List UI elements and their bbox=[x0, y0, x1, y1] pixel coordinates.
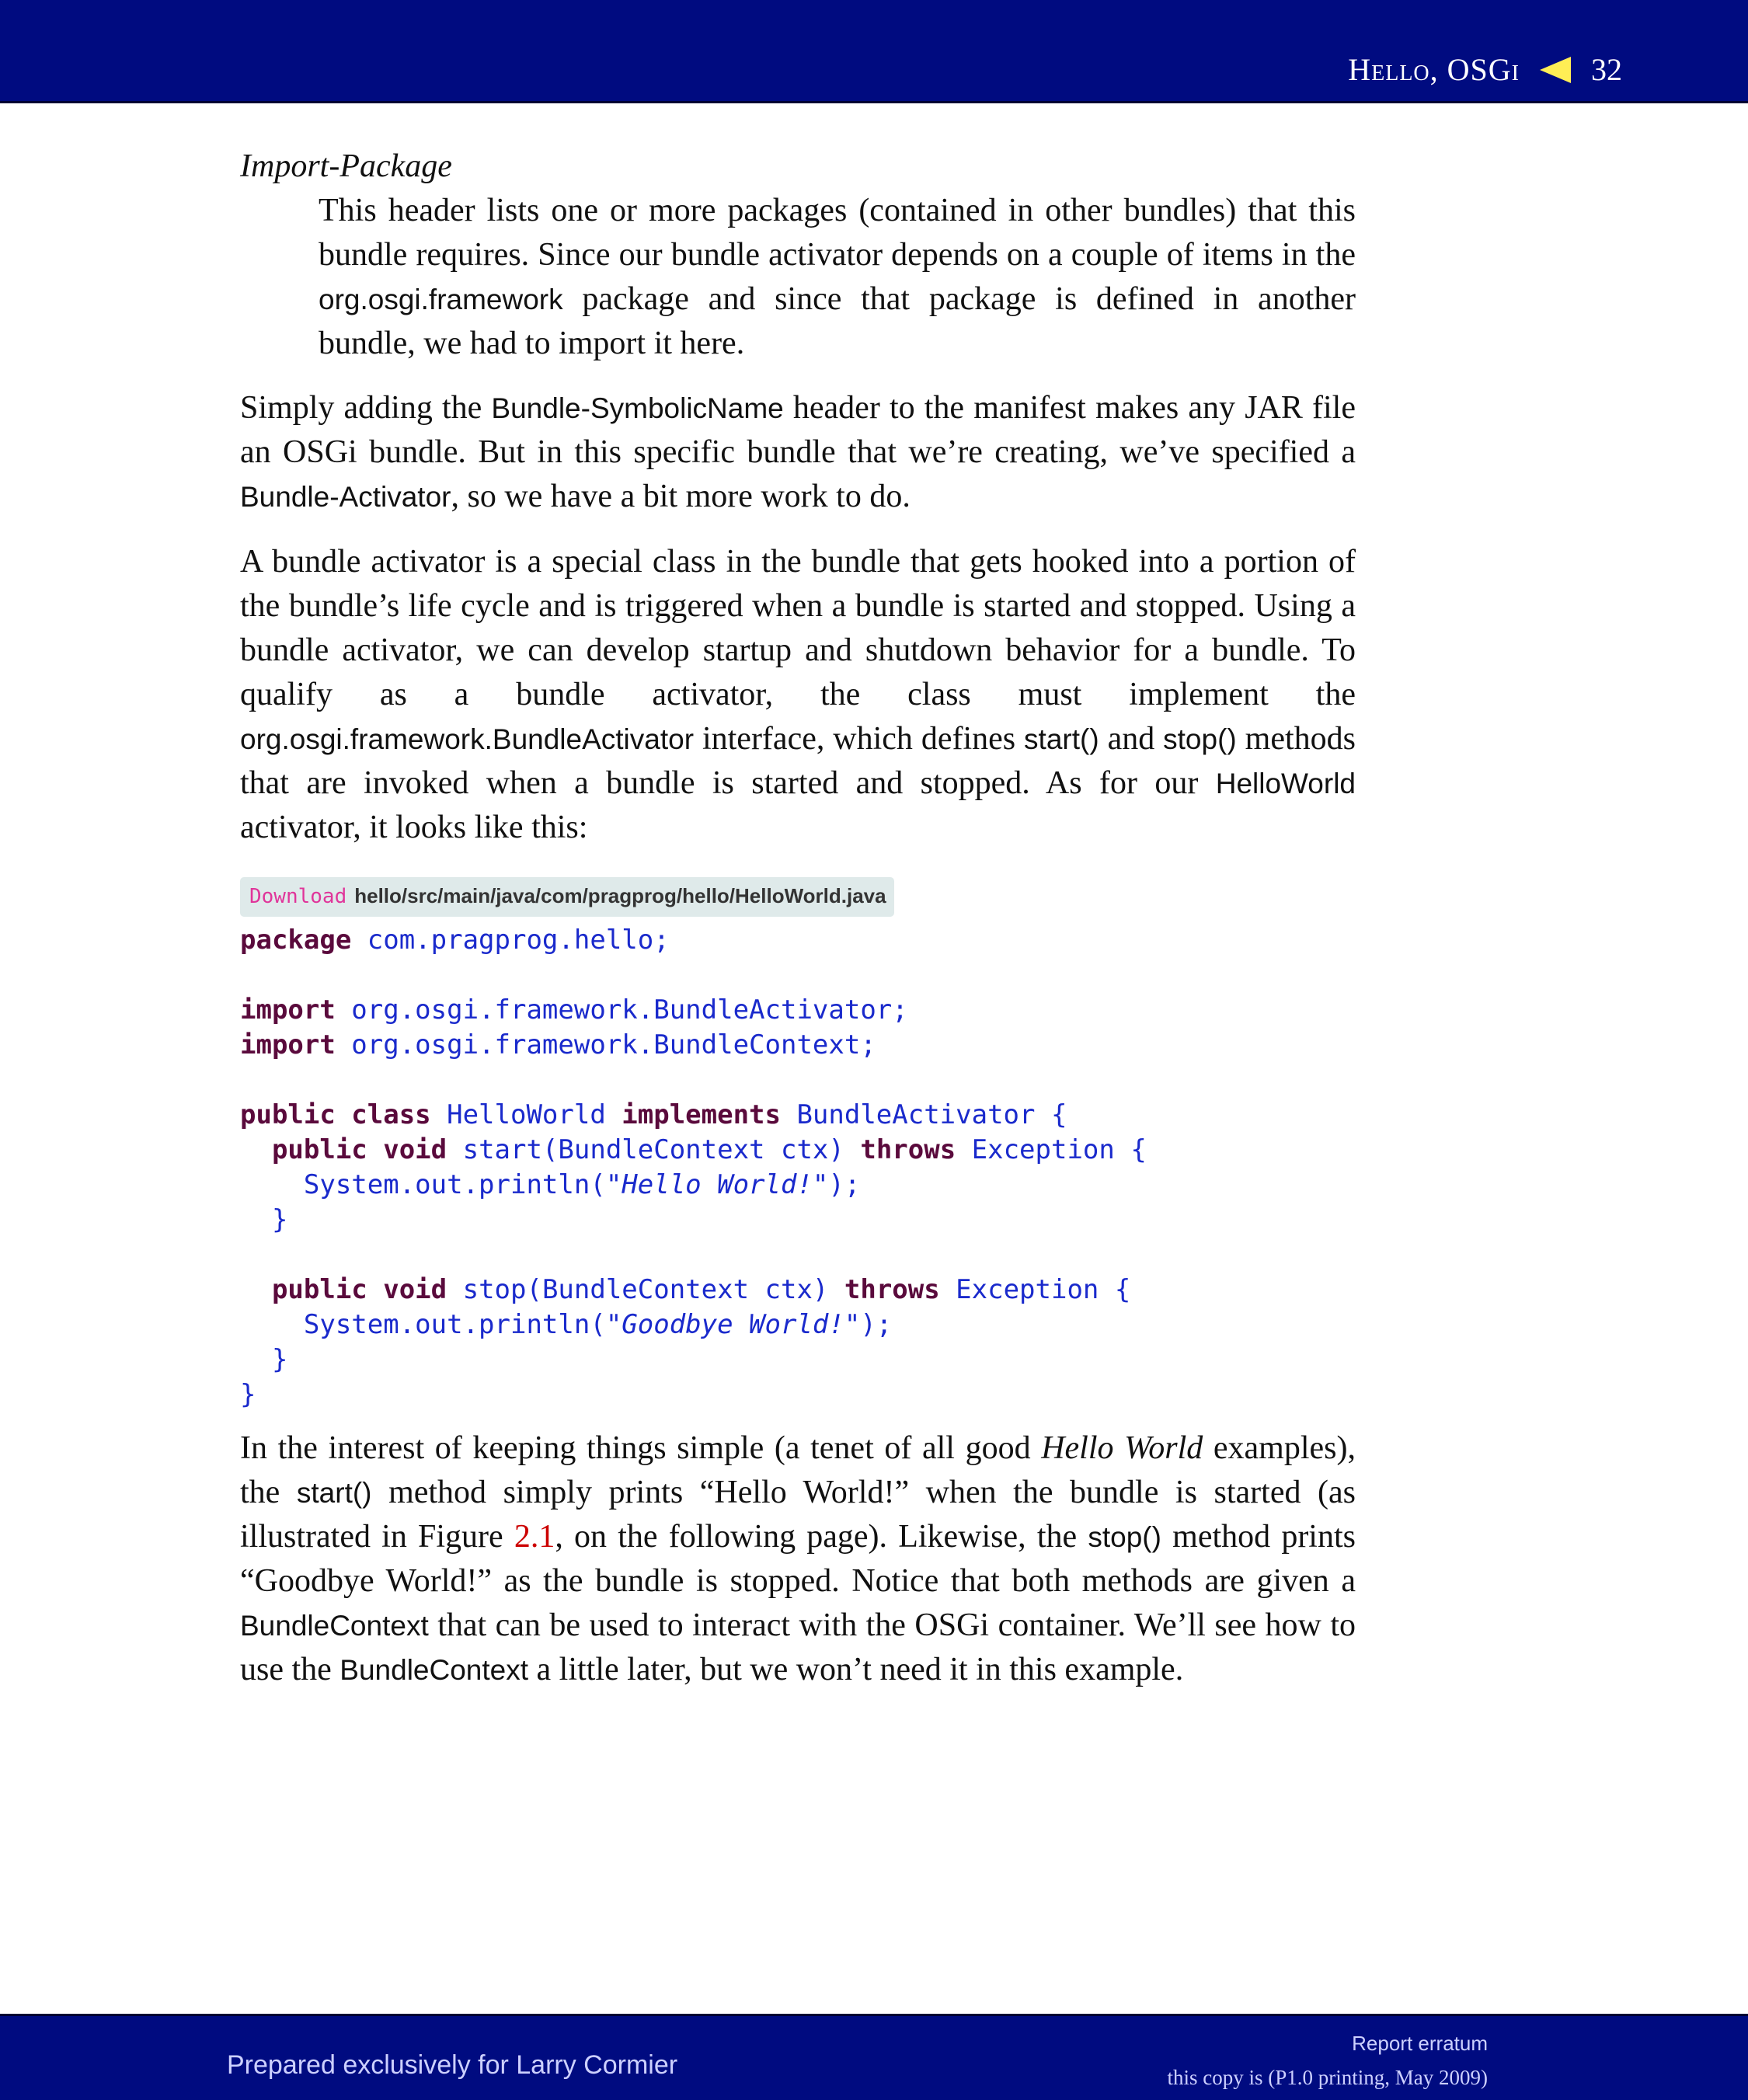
download-path: hello/src/main/java/com/pragprog/hello/HelloWorld.java bbox=[354, 884, 886, 907]
inline-code: start() bbox=[296, 1477, 372, 1509]
inline-code: BundleContext bbox=[240, 1610, 429, 1642]
code-keyword: public class bbox=[240, 1099, 431, 1130]
text-run: method prints “Goodbye World!” as the bundle is stopped. Notice that both methods are given a bbox=[240, 1519, 1356, 1599]
code-text: Exception { bbox=[956, 1134, 1147, 1165]
prepared-for-text: Prepared exclusively for Larry Cormier bbox=[227, 2050, 678, 2080]
code-line bbox=[240, 1274, 1130, 1305]
inline-code: stop() bbox=[1088, 1521, 1161, 1553]
code-keyword: import bbox=[240, 1029, 336, 1060]
code-line bbox=[240, 994, 908, 1026]
text-run: that can be used to interact with the OSGi container. We’ll see how to use the bbox=[240, 1607, 1356, 1687]
code-text: System.out.println( bbox=[240, 1309, 606, 1340]
text-run: interface, which defines bbox=[694, 721, 1025, 757]
code-keyword: public void bbox=[271, 1274, 447, 1305]
report-erratum-link[interactable]: Report erratum bbox=[1352, 2032, 1488, 2055]
code-line bbox=[240, 1344, 287, 1375]
code-keyword: public void bbox=[271, 1134, 447, 1165]
text-run: examples), the bbox=[240, 1430, 1356, 1510]
inline-code: stop() bbox=[1163, 723, 1237, 755]
inline-code: org.osgi.framework.BundleActivator bbox=[240, 723, 695, 755]
code-text: Exception { bbox=[939, 1274, 1131, 1305]
code-text: stop(BundleContext ctx) bbox=[447, 1274, 844, 1305]
inline-code: BundleContext bbox=[340, 1654, 529, 1686]
text-run: In the interest of keeping things simple (a tenet of all good bbox=[240, 1430, 1042, 1466]
code-text bbox=[240, 1134, 272, 1165]
definition-text bbox=[319, 189, 1356, 366]
text-run: and bbox=[1099, 721, 1164, 757]
definition-text-part: This header lists one or more packages (contained in other bundles) that this bundle requires. Since our bundle activator depends on a couple of items in the bbox=[319, 193, 1356, 273]
code-line bbox=[240, 1379, 256, 1410]
code-line bbox=[240, 1029, 876, 1060]
code-text: HelloWorld bbox=[430, 1099, 622, 1130]
code-text: start(BundleContext ctx) bbox=[447, 1134, 861, 1165]
definition-term: Import-Package bbox=[240, 148, 452, 184]
code-string: "Goodbye World!" bbox=[605, 1309, 861, 1340]
inline-code: start() bbox=[1024, 723, 1099, 755]
code-text: org.osgi.framework.BundleContext; bbox=[335, 1029, 876, 1060]
code-text: com.pragprog.hello; bbox=[351, 925, 670, 956]
footer-bar bbox=[0, 2014, 1748, 2100]
text-run: activator, it looks like this: bbox=[240, 810, 588, 845]
code-keyword: implements bbox=[622, 1099, 781, 1130]
header-bar bbox=[0, 0, 1748, 103]
code-text: } bbox=[240, 1379, 256, 1410]
code-keyword: import bbox=[240, 994, 336, 1026]
code-text: ); bbox=[860, 1309, 893, 1340]
code-keyword: throws bbox=[844, 1274, 940, 1305]
figure-link[interactable]: 2.1 bbox=[514, 1519, 555, 1555]
inline-code: HelloWorld bbox=[1215, 768, 1356, 799]
code-listing bbox=[240, 923, 1356, 1412]
page-number: 32 bbox=[1591, 52, 1622, 87]
printing-info: this copy is (P1.0 printing, May 2009) bbox=[1167, 2066, 1488, 2089]
text-run: methods that are invoked when a bundle is started and stopped. As for our bbox=[240, 721, 1356, 801]
code-text bbox=[240, 1274, 272, 1305]
text-run: , on the following page). Likewise, the bbox=[555, 1519, 1088, 1555]
code-line bbox=[240, 1134, 1147, 1165]
code-text: } bbox=[240, 1344, 288, 1375]
definition-text-part: package and since that package is defined in another bundle, we had to import it here. bbox=[319, 281, 1356, 361]
code-line bbox=[240, 1099, 1067, 1130]
inline-code: org.osgi.framework bbox=[319, 284, 563, 315]
text-run: A bundle activator is a special class in the bundle that gets hooked into a portion of the bundle’s life cycle and is triggered when a bundle is started and stopped. Using a bundle activator, we can develop startup and shutdown behavior for a bundle. To qualify as a bundle activator, the class must implement the bbox=[240, 544, 1356, 712]
text-run: a little later, but we won’t need it in this example. bbox=[528, 1652, 1184, 1687]
code-keyword: package bbox=[240, 925, 352, 956]
code-string: "Hello World!" bbox=[605, 1169, 829, 1200]
inline-code: Bundle-SymbolicName bbox=[491, 392, 784, 424]
code-line bbox=[240, 1309, 892, 1340]
download-link[interactable]: Download bbox=[249, 885, 347, 908]
paragraph-activator bbox=[240, 540, 1356, 850]
text-run: Simply adding the bbox=[240, 390, 492, 426]
text-run: , so we have a bit more work to do. bbox=[451, 479, 911, 514]
text-run: method simply prints “Hello World!” when the bundle is started (as illustrated in Figure bbox=[240, 1475, 1356, 1555]
chapter-title[interactable]: Hello, OSGi bbox=[1348, 52, 1520, 87]
download-bar bbox=[240, 877, 894, 917]
page-content bbox=[240, 145, 1356, 1713]
code-keyword: throws bbox=[860, 1134, 956, 1165]
emphasis-text: Hello World bbox=[1041, 1430, 1203, 1466]
code-line bbox=[240, 925, 670, 956]
code-text: BundleActivator { bbox=[780, 1099, 1067, 1130]
paragraph-manifest bbox=[240, 386, 1356, 519]
running-head bbox=[1348, 51, 1622, 88]
code-text: System.out.println( bbox=[240, 1169, 606, 1200]
code-line bbox=[240, 1204, 287, 1235]
previous-page-arrow-icon[interactable] bbox=[1540, 57, 1571, 83]
code-text: } bbox=[240, 1204, 288, 1235]
paragraph-explanation bbox=[240, 1426, 1356, 1692]
text-run: header to the manifest makes any JAR file an OSGi bundle. But in this specific bundle that we’re creating, we’ve specified a bbox=[240, 390, 1356, 470]
code-line bbox=[240, 1169, 860, 1200]
code-text: org.osgi.framework.BundleActivator; bbox=[335, 994, 908, 1026]
code-text: ); bbox=[828, 1169, 861, 1200]
inline-code: Bundle-Activator bbox=[240, 481, 451, 513]
